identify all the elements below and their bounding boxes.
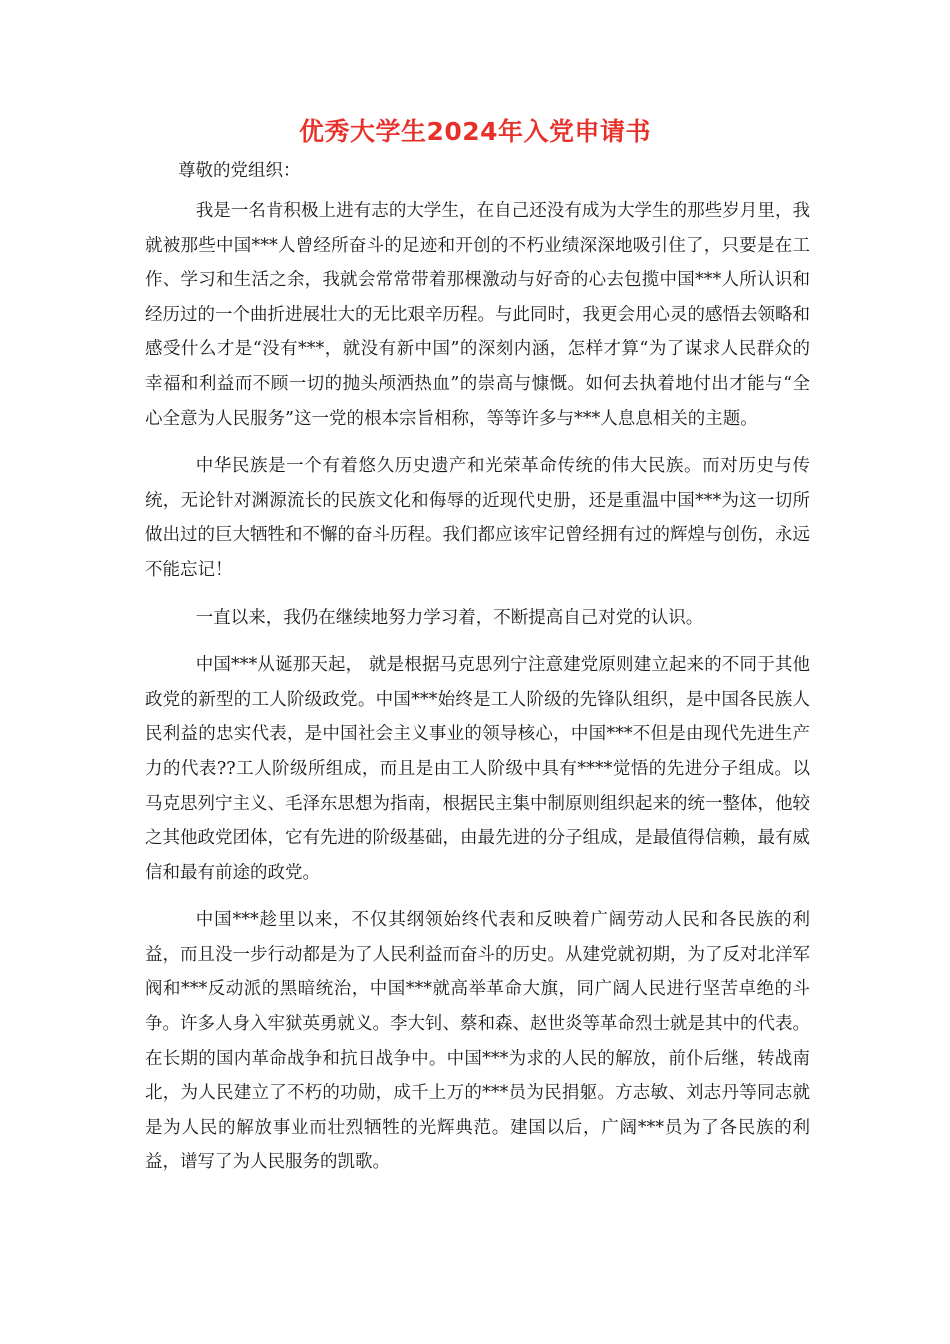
document-body xyxy=(145,194,810,1193)
paragraph: 中国***从诞那天起， 就是根据马克思列宁注意建党原则建立起来的不同于其他政党的新型的工人阶级政党。中国***始终是工人阶级的先锋队组织，是中国各民族人民利益的忠实代表，是中国社会主义事业的领导核心，中国***不但是由现代先进生产力的代表??工人阶级所组成，而且是由工人阶级中具有****觉悟的先进分子组成。以马克思列宁主义、毛泽东思想为指南，根据民主集中制原则组织起来的统一整体，他较之其他政党团体，它有先进的阶级基础，由最先进的分子组成，是最值得信赖，最有威信和最有前途的政党。 xyxy=(145,655,810,883)
paragraph: 一直以来，我仍在继续地努力学习着，不断提高自己对党的认识。 xyxy=(195,607,704,628)
paragraph: 中华民族是一个有着悠久历史遗产和光荣革命传统的伟大民族。而对历史与传统，无论针对渊源流长的民族文化和侮辱的近现代史册，还是重温中国***为这一切所做出过的巨大牺牲和不懈的奋斗历程。我们都应该牢记曾经拥有过的辉煌与创伤，永远不能忘记！ xyxy=(145,456,810,580)
salutation: 尊敬的党组织： xyxy=(178,161,301,181)
paragraph: 中国***趁里以来，不仅其纲领始终代表和反映着广阔劳动人民和各民族的利益，而且没一步行动都是为了人民利益而奋斗的历史。从建党就初期，为了反对北洋军阀和***反动派的黑暗统治，中国***就高举革命大旗，同广阔人民进行坚苦卓绝的斗争。许多人身入牢狱英勇就义。李大钊、蔡和森、赵世炎等革命烈士就是其中的代表。在长期的国内革命战争和抗日战争中。中国***为求的人民的解放，前仆后继，转战南北，为人民建立了不朽的功勋，成千上万的***员为民捐躯。方志敏、刘志丹等同志就是为人民的解放事业而壮烈牺牲的光辉典范。建国以后，广阔***员为了各民族的利益，谱写了为人民服务的凯歌。 xyxy=(145,910,810,1173)
document-title: 优秀大学生2024年入党申请书 xyxy=(298,117,652,146)
paragraph: 我是一名肯积极上进有志的大学生，在自己还没有成为大学生的那些岁月里，我就被那些中国***人曾经所奋斗的足迹和开创的不朽业绩深深地吸引住了，只要是在工作、学习和生活之余，我就会常常带着那棵激动与好奇的心去包揽中国***人所认识和经历过的一个曲折进展壮大的无比艰辛历程。与此同时，我更会用心灵的感悟去领略和感受什么才是“没有***，就没有新中国”的深刻内涵，怎样才算“为了谋求人民群众的幸福和利益而不顾一切的抛头颅洒热血”的崇高与慷慨。如何去执着地付出才能与“全心全意为人民服务”这一党的根本宗旨相称，等等许多与***人息息相关的主题。 xyxy=(145,201,810,429)
